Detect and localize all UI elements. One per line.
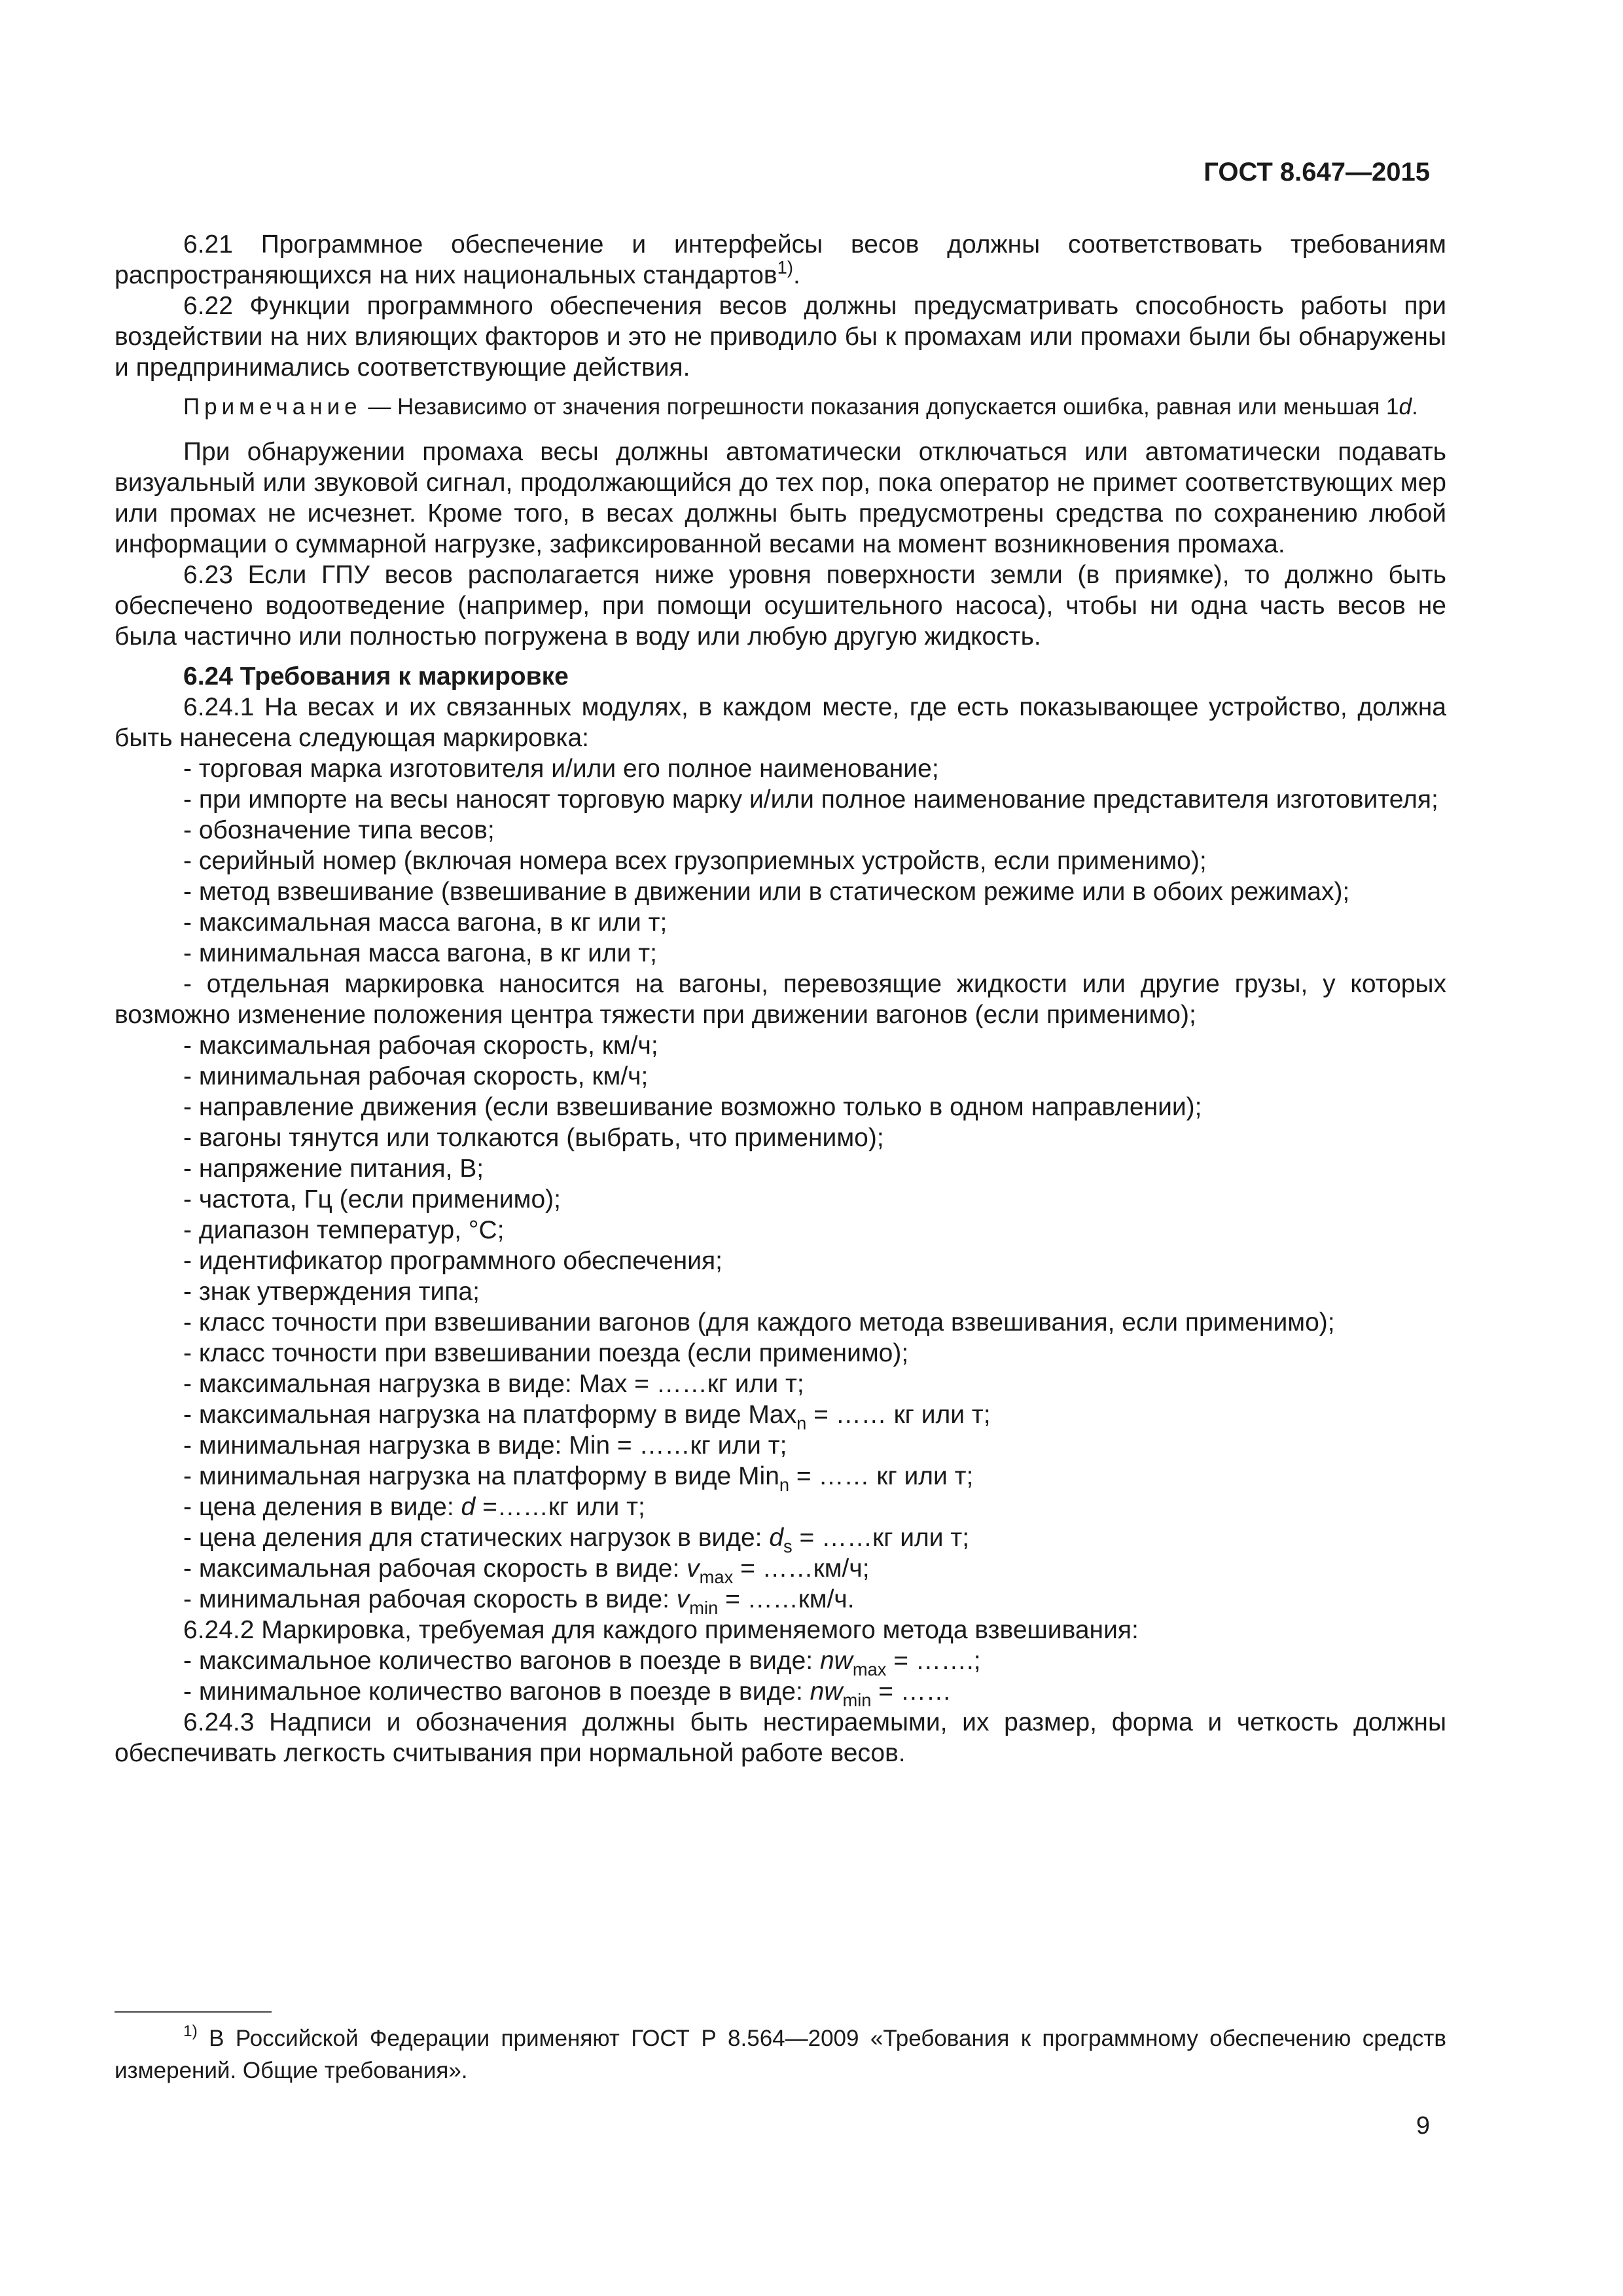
note-end: .: [1411, 394, 1418, 420]
list-item: - обозначение типа весов;: [183, 816, 495, 844]
formula-post: =……кг или т;: [475, 1493, 645, 1521]
list-item: - класс точности при взвешивании поезда (если применимо);: [183, 1339, 909, 1367]
formula-var: nw: [819, 1647, 853, 1675]
list-item: - диапазон температур, °С;: [183, 1216, 505, 1244]
formula-post: = ……кг или т;: [792, 1524, 970, 1552]
formula-sub: min: [842, 1690, 872, 1710]
list-item: - напряжение питания, В;: [183, 1155, 484, 1183]
list-item: - торговая марка изготовителя и/или его полное наименование;: [183, 755, 939, 783]
formula-sub: max: [699, 1567, 734, 1587]
list-item-vmax: [115, 1553, 1446, 1587]
list-item: - направление движения (если взвешивание возможно только в одном направлении);: [183, 1093, 1202, 1121]
list-item: - минимальная масса вагона, в кг или т;: [183, 939, 657, 967]
formula-pre: - минимальное количество вагонов в поезде в виде:: [183, 1677, 810, 1706]
formula-post: = ……км/ч;: [733, 1554, 870, 1583]
list-item-nwmax: [115, 1645, 1446, 1679]
list-item-nwmin: [115, 1676, 1446, 1710]
formula-var: v: [676, 1585, 690, 1613]
clause-6-21-end: .: [793, 261, 800, 289]
miss-detection-paragraph: При обнаружении промаха весы должны автоматически отключаться или автоматически подавать визуальный или звуковой сигнал, продолжающийся до тех пор, пока оператор не примет соответствующих мер или промах не исчезнет. Кроме того, в весах должны быть предусмотрены средства по сохранению любой информации о суммарной нагрузке, зафиксированной весами на момент возникновения промаха.: [115, 438, 1446, 558]
section-heading-6-24: 6.24 Требования к маркировке: [183, 662, 569, 691]
formula-post: = ……: [871, 1677, 952, 1706]
list-item: - максимальная нагрузка в виде: Max = ……кг или т;: [183, 1370, 804, 1398]
marking-list: [115, 753, 1446, 1618]
list-item: - класс точности при взвешивании вагонов (для каждого метода взвешивания, если применимо);: [183, 1308, 1335, 1336]
clause-6-24-3: 6.24.3 Надписи и обозначения должны быть нестираемыми, их размер, форма и четкость должны обеспечивать легкость считывания при нормальной работе весов.: [115, 1708, 1446, 1767]
formula-pre: - цена деления для статических нагрузок в виде:: [183, 1524, 770, 1552]
formula-pre: - цена деления в виде:: [183, 1493, 461, 1521]
list-item: - максимальная масса вагона, в кг или т;: [183, 908, 668, 937]
formula-post: = …….;: [886, 1647, 981, 1675]
clause-6-23: 6.23 Если ГПУ весов располагается ниже уровня поверхности земли (в приямке), то должно быть обеспечено водоотведение (например, при помощи осушительного насоса), чтобы ни одна часть весов не была частично или полностью погружена в воду или любую другую жидкость.: [115, 561, 1446, 651]
clause-6-22: 6.22 Функции программного обеспечения весов должны предусматривать способность работы при воздействии на них влияющих факторов и это не приводило бы к промахам или промахи были бы обнаружены и предпринимались соответствующие действия.: [115, 292, 1446, 382]
footnote-marker: 1): [183, 2022, 198, 2040]
list-item: - отдельная маркировка наносится на вагоны, перевозящие жидкости или другие грузы, у которых возможно изменение положения центра тяжести при движении вагонов (если применимо);: [115, 970, 1446, 1029]
formula-post: = ……км/ч.: [718, 1585, 855, 1613]
formula-pre: - максимальная нагрузка на платформу в виде Max: [183, 1401, 797, 1429]
standard-header: ГОСТ 8.647—2015: [1204, 158, 1430, 187]
list-item: - метод взвешивание (взвешивание в движении или в статическом режиме или в обоих режимах);: [183, 878, 1350, 906]
list-item-min: - минимальная нагрузка в виде: Min = ……кг или т;: [183, 1431, 787, 1460]
formula-var: d: [461, 1493, 476, 1521]
formula-var: v: [687, 1554, 700, 1583]
note-label: Примечание: [183, 394, 362, 420]
list-item-max-platform: [115, 1399, 1446, 1433]
formula-sub: max: [852, 1659, 887, 1679]
list-item: - серийный номер (включая номера всех грузоприемных устройств, если применимо);: [183, 847, 1207, 875]
clause-6-24-1: 6.24.1 На весах и их связанных модулях, в каждом месте, где есть показывающее устройство, должна быть нанесена следующая маркировка:: [115, 693, 1446, 752]
formula-post: = …… кг или т;: [789, 1462, 974, 1490]
list-item: - знак утверждения типа;: [183, 1278, 480, 1306]
list-item: - при импорте на весы наносят торговую марку и/или полное наименование представителя изготовителя;: [183, 785, 1438, 814]
list-item: - вагоны тянутся или толкаются (выбрать, что применимо);: [183, 1124, 884, 1152]
formula-sub: min: [689, 1598, 719, 1618]
list-item-min-platform: [115, 1461, 1446, 1495]
list-item: - минимальная рабочая скорость, км/ч;: [183, 1062, 649, 1090]
footnote-ref: 1): [777, 257, 793, 278]
formula-pre: - максимальное количество вагонов в поезде в виде:: [183, 1647, 820, 1675]
clause-6-21-text: 6.21 Программное обеспечение и интерфейсы весов должны соответствовать требованиям распространяющихся на них национальных стандартов: [115, 230, 1446, 289]
list-item-static-division: [115, 1522, 1446, 1556]
formula-sub: n: [779, 1475, 790, 1495]
list-item-division: [115, 1492, 1446, 1522]
footnote-divider: [115, 2011, 272, 2013]
formula-pre: - максимальная рабочая скорость в виде:: [183, 1554, 687, 1583]
formula-sub: s: [783, 1536, 793, 1556]
note-var: d: [1399, 394, 1412, 420]
list-item-vmin: [115, 1584, 1446, 1618]
footnote: [115, 2022, 1446, 2087]
clause-6-21: [115, 229, 1446, 291]
footnote-text: В Российской Федерации применяют ГОСТ Р 8.564—2009 «Требования к программному обеспечению средств измерений. Общие требования».: [115, 2026, 1446, 2083]
note: [115, 392, 1446, 422]
note-text: — Независимо от значения погрешности показания допускается ошибка, равная или меньшая 1: [361, 394, 1399, 420]
page-body: [115, 229, 1446, 1768]
formula-post: = …… кг или т;: [806, 1401, 991, 1429]
formula-var: nw: [810, 1677, 843, 1706]
clause-6-24-2: 6.24.2 Маркировка, требуемая для каждого применяемого метода взвешивания:: [183, 1616, 1139, 1644]
formula-var: d: [769, 1524, 784, 1552]
formula-pre: - минимальная рабочая скорость в виде:: [183, 1585, 677, 1613]
page-number: 9: [1416, 2112, 1430, 2140]
list-item: - частота, Гц (если применимо);: [183, 1185, 561, 1213]
list-item: - максимальная рабочая скорость, км/ч;: [183, 1031, 658, 1060]
list-item: - идентификатор программного обеспечения;: [183, 1247, 722, 1275]
formula-pre: - минимальная нагрузка на платформу в виде Min: [183, 1462, 779, 1490]
formula-sub: n: [796, 1413, 807, 1433]
